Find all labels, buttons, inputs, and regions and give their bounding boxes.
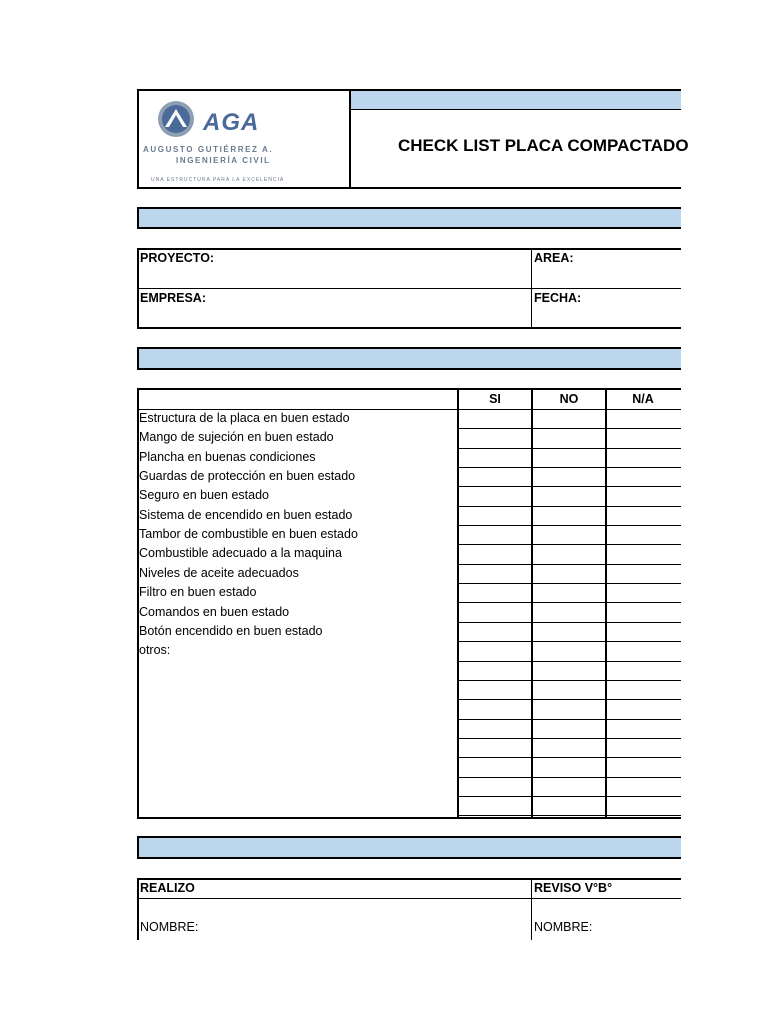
check-cell[interactable] — [533, 681, 605, 700]
name-label-right: NOMBRE: — [534, 920, 593, 934]
area-field[interactable] — [533, 266, 681, 287]
page-title: CHECK LIST PLACA COMPACTADO — [398, 136, 689, 155]
check-cell[interactable] — [459, 623, 531, 642]
reviewed-by-label: REVISO V°B° — [534, 881, 613, 895]
check-cell[interactable] — [533, 584, 605, 603]
checklist-item: Mango de sujeción en buen estado — [139, 430, 334, 445]
check-cell[interactable] — [607, 604, 681, 623]
check-cell[interactable] — [533, 468, 605, 487]
checklist-item: Sistema de encendido en buen estado — [139, 507, 353, 522]
check-cell[interactable] — [533, 700, 605, 719]
check-cell[interactable] — [459, 681, 531, 700]
check-cell[interactable] — [607, 778, 681, 797]
check-cell[interactable] — [607, 468, 681, 487]
check-cell[interactable] — [607, 642, 681, 661]
check-cell[interactable] — [459, 700, 531, 719]
column-header-na: N/A — [632, 392, 654, 406]
check-cell[interactable] — [607, 720, 681, 739]
check-cell[interactable] — [533, 449, 605, 468]
check-cell[interactable] — [607, 565, 681, 584]
checklist-item: Filtro en buen estado — [139, 585, 257, 600]
checklist-item: Plancha en buenas condiciones — [139, 449, 316, 464]
company-slogan: UNA ESTRUCTURA PARA LA EXCELENCIA — [151, 177, 285, 183]
checklist-item: Seguro en buen estado — [139, 488, 269, 503]
check-cell[interactable] — [533, 720, 605, 739]
check-cell[interactable] — [459, 429, 531, 448]
checklist-item: Guardas de protección en buen estado — [139, 469, 356, 484]
header-band — [351, 91, 681, 109]
check-cell[interactable] — [459, 758, 531, 777]
check-cell[interactable] — [607, 487, 681, 506]
check-cell[interactable] — [533, 487, 605, 506]
column-header-no: NO — [559, 392, 579, 406]
check-cell[interactable] — [607, 449, 681, 468]
check-cell[interactable] — [533, 778, 605, 797]
check-cell[interactable] — [459, 584, 531, 603]
checklist-item: Combustible adecuado a la maquina — [139, 546, 342, 561]
check-cell[interactable] — [607, 758, 681, 777]
check-cell[interactable] — [459, 565, 531, 584]
check-cell[interactable] — [607, 429, 681, 448]
company-field[interactable] — [139, 306, 530, 326]
made-by-label: REALIZO — [140, 881, 195, 895]
column-header-si: SI — [489, 392, 501, 406]
logo-emblem-icon — [156, 99, 196, 139]
company-subtitle: INGENIERÍA CIVIL — [176, 156, 271, 165]
checklist-item: Niveles de aceite adecuados — [139, 565, 299, 580]
check-cell[interactable] — [533, 797, 605, 816]
company-label: EMPRESA: — [140, 291, 206, 305]
name-label-left: NOMBRE: — [140, 920, 199, 934]
checklist-item: Botón encendido en buen estado — [139, 623, 323, 638]
check-cell[interactable] — [459, 739, 531, 758]
area-label: AREA: — [534, 251, 574, 265]
check-cell[interactable] — [533, 565, 605, 584]
check-cell[interactable] — [533, 507, 605, 526]
check-cell[interactable] — [459, 468, 531, 487]
check-cell[interactable] — [607, 545, 681, 564]
check-cell[interactable] — [459, 526, 531, 545]
check-cell[interactable] — [459, 720, 531, 739]
check-cell[interactable] — [533, 758, 605, 777]
check-cell[interactable] — [607, 623, 681, 642]
project-label: PROYECTO: — [140, 251, 215, 265]
check-cell[interactable] — [533, 739, 605, 758]
check-cell[interactable] — [459, 449, 531, 468]
check-cell[interactable] — [459, 662, 531, 681]
date-field[interactable] — [533, 306, 681, 326]
company-logo — [137, 89, 350, 188]
check-cell[interactable] — [607, 700, 681, 719]
check-cell[interactable] — [533, 429, 605, 448]
checklist-item: Estructura de la placa en buen estado — [139, 411, 350, 425]
check-cell[interactable] — [533, 410, 605, 429]
check-cell[interactable] — [607, 662, 681, 681]
check-cell[interactable] — [459, 410, 531, 429]
check-cell[interactable] — [607, 681, 681, 700]
check-cell[interactable] — [607, 584, 681, 603]
check-cell[interactable] — [459, 642, 531, 661]
check-cell[interactable] — [607, 739, 681, 758]
company-name: AUGUSTO GUTIÉRREZ A. — [143, 145, 274, 154]
checklist-item: Comandos en buen estado — [139, 604, 290, 619]
date-label: FECHA: — [534, 291, 582, 305]
check-cell[interactable] — [533, 545, 605, 564]
check-cell[interactable] — [533, 526, 605, 545]
checklist-item: otros: — [139, 643, 171, 658]
check-cell[interactable] — [533, 604, 605, 623]
check-cell[interactable] — [459, 604, 531, 623]
check-cell[interactable] — [533, 662, 605, 681]
check-cell[interactable] — [607, 526, 681, 545]
check-cell[interactable] — [459, 778, 531, 797]
check-cell[interactable] — [459, 487, 531, 506]
check-cell[interactable] — [533, 642, 605, 661]
checklist-item: Tambor de combustible en buen estado — [139, 527, 358, 542]
project-field[interactable] — [139, 266, 530, 287]
check-cell[interactable] — [533, 623, 605, 642]
check-cell[interactable] — [459, 507, 531, 526]
logo-text: AGA — [203, 109, 260, 136]
check-cell[interactable] — [459, 545, 531, 564]
check-cell[interactable] — [459, 797, 531, 816]
check-cell[interactable] — [607, 507, 681, 526]
check-cell[interactable] — [607, 410, 681, 429]
check-cell[interactable] — [607, 797, 681, 816]
